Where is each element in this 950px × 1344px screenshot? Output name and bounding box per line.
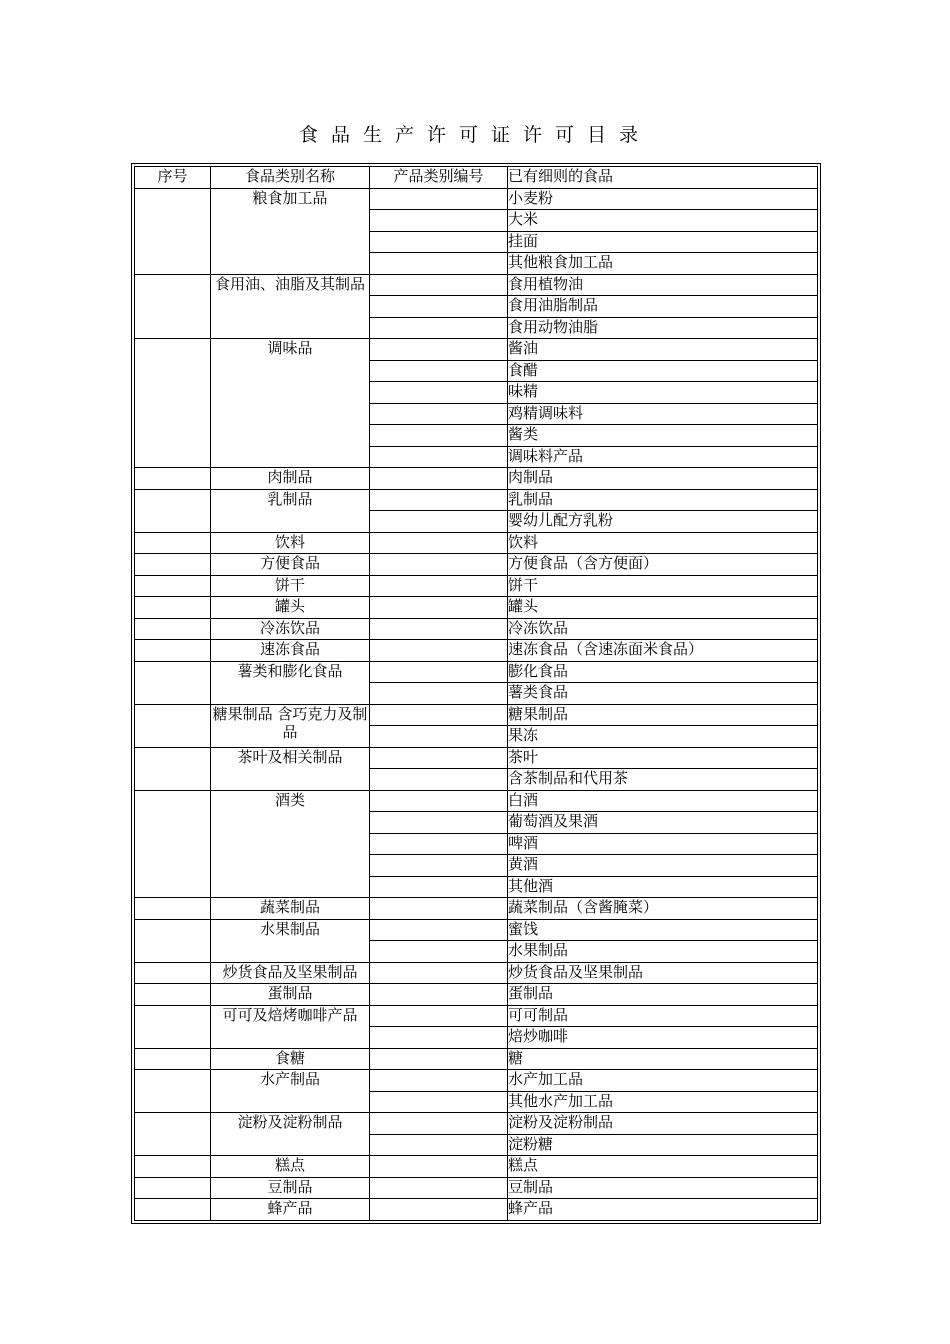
- row-number-cell: [135, 898, 211, 920]
- row-number-cell: [135, 188, 211, 274]
- row-number-cell: [135, 468, 211, 490]
- product-code-cell: [370, 1005, 508, 1027]
- product-code-cell: [370, 726, 508, 748]
- food-item-cell: 淀粉及淀粉制品: [508, 1113, 818, 1135]
- row-number-cell: [135, 704, 211, 747]
- product-code-cell: [370, 683, 508, 705]
- category-name-cell: 饼干: [211, 575, 370, 597]
- food-item-cell: 方便食品（含方便面）: [508, 554, 818, 576]
- table-row: [135, 640, 818, 662]
- food-item-cell: 饼干: [508, 575, 818, 597]
- product-code-cell: [370, 1177, 508, 1199]
- category-name-cell: 乳制品: [211, 489, 370, 532]
- product-code-cell: [370, 769, 508, 791]
- row-number-cell: [135, 984, 211, 1006]
- food-item-cell: 其他水产加工品: [508, 1091, 818, 1113]
- category-name-cell: 速冻食品: [211, 640, 370, 662]
- product-code-cell: [370, 382, 508, 404]
- table-row: [135, 984, 818, 1006]
- row-number-cell: [135, 661, 211, 704]
- product-code-cell: [370, 618, 508, 640]
- product-code-cell: [370, 1048, 508, 1070]
- product-code-cell: [370, 790, 508, 812]
- row-number-cell: [135, 575, 211, 597]
- table-row: [135, 597, 818, 619]
- table-row: [135, 575, 818, 597]
- table-row: [135, 790, 818, 812]
- category-name-cell: 调味品: [211, 339, 370, 468]
- table-row: [135, 962, 818, 984]
- food-item-cell: 啤酒: [508, 833, 818, 855]
- category-name-cell: 粮食加工品: [211, 188, 370, 274]
- row-number-cell: [135, 1156, 211, 1178]
- product-code-cell: [370, 1070, 508, 1092]
- product-code-cell: [370, 511, 508, 533]
- category-name-cell: 食用油、油脂及其制品: [211, 274, 370, 339]
- table-row: [135, 1199, 818, 1221]
- product-code-cell: [370, 403, 508, 425]
- category-name-cell: 食糖: [211, 1048, 370, 1070]
- food-item-cell: 其他粮食加工品: [508, 253, 818, 275]
- product-code-cell: [370, 704, 508, 726]
- category-name-cell: 蔬菜制品: [211, 898, 370, 920]
- table-row: [135, 274, 818, 296]
- category-name-cell: 饮料: [211, 532, 370, 554]
- product-code-cell: [370, 855, 508, 877]
- row-number-cell: [135, 747, 211, 790]
- table-row: [135, 1005, 818, 1027]
- food-item-cell: 挂面: [508, 231, 818, 253]
- food-item-cell: 味精: [508, 382, 818, 404]
- table-row: [135, 554, 818, 576]
- product-code-cell: [370, 253, 508, 275]
- category-name-cell: 蛋制品: [211, 984, 370, 1006]
- row-number-cell: [135, 1113, 211, 1156]
- product-code-cell: [370, 747, 508, 769]
- table-row: [135, 1113, 818, 1135]
- product-code-cell: [370, 339, 508, 361]
- category-name-cell: 方便食品: [211, 554, 370, 576]
- product-code-cell: [370, 898, 508, 920]
- food-item-cell: 水产加工品: [508, 1070, 818, 1092]
- food-item-cell: 食用油脂制品: [508, 296, 818, 318]
- table-row: [135, 919, 818, 941]
- product-code-cell: [370, 360, 508, 382]
- table-row: [135, 1156, 818, 1178]
- header-category: 食品类别名称: [211, 167, 370, 189]
- category-name-cell: 水果制品: [211, 919, 370, 962]
- category-name-cell: 淀粉及淀粉制品: [211, 1113, 370, 1156]
- product-code-cell: [370, 962, 508, 984]
- license-catalog-table: [131, 163, 821, 1224]
- product-code-cell: [370, 554, 508, 576]
- food-item-cell: 饮料: [508, 532, 818, 554]
- food-item-cell: 鸡精调味料: [508, 403, 818, 425]
- food-item-cell: 蛋制品: [508, 984, 818, 1006]
- product-code-cell: [370, 597, 508, 619]
- product-code-cell: [370, 1199, 508, 1221]
- product-code-cell: [370, 231, 508, 253]
- table-row: [135, 1070, 818, 1092]
- food-item-cell: 蜜饯: [508, 919, 818, 941]
- food-item-cell: 水果制品: [508, 941, 818, 963]
- food-item-cell: 冷冻饮品: [508, 618, 818, 640]
- category-name-cell: 糕点: [211, 1156, 370, 1178]
- category-name-cell: 炒货食品及坚果制品: [211, 962, 370, 984]
- table-header-row: [135, 167, 818, 189]
- row-number-cell: [135, 339, 211, 468]
- table-row: [135, 188, 818, 210]
- food-item-cell: 食醋: [508, 360, 818, 382]
- food-item-cell: 罐头: [508, 597, 818, 619]
- food-item-cell: 糕点: [508, 1156, 818, 1178]
- category-name-cell: 糖果制品 含巧克力及制品: [211, 704, 370, 747]
- row-number-cell: [135, 640, 211, 662]
- category-name-cell: 冷冻饮品: [211, 618, 370, 640]
- table-row: [135, 661, 818, 683]
- header-code: 产品类别编号: [370, 167, 508, 189]
- product-code-cell: [370, 468, 508, 490]
- product-code-cell: [370, 876, 508, 898]
- food-item-cell: 婴幼儿配方乳粉: [508, 511, 818, 533]
- row-number-cell: [135, 618, 211, 640]
- product-code-cell: [370, 640, 508, 662]
- food-item-cell: 果冻: [508, 726, 818, 748]
- product-code-cell: [370, 941, 508, 963]
- food-item-cell: 糖: [508, 1048, 818, 1070]
- category-name-cell: 罐头: [211, 597, 370, 619]
- food-item-cell: 黄酒: [508, 855, 818, 877]
- table-row: [135, 618, 818, 640]
- category-name-cell: 肉制品: [211, 468, 370, 490]
- category-name-cell: 薯类和膨化食品: [211, 661, 370, 704]
- food-item-cell: 淀粉糖: [508, 1134, 818, 1156]
- food-item-cell: 大米: [508, 210, 818, 232]
- food-item-cell: 酱油: [508, 339, 818, 361]
- product-code-cell: [370, 446, 508, 468]
- page-title: 食品生产许可证许可目录: [298, 124, 651, 146]
- product-code-cell: [370, 1027, 508, 1049]
- category-name-cell: 可可及焙烤咖啡产品: [211, 1005, 370, 1048]
- category-name-cell: 酒类: [211, 790, 370, 898]
- table-row: [135, 339, 818, 361]
- category-name-cell: 茶叶及相关制品: [211, 747, 370, 790]
- food-item-cell: 调味料产品: [508, 446, 818, 468]
- product-code-cell: [370, 274, 508, 296]
- row-number-cell: [135, 532, 211, 554]
- product-code-cell: [370, 1113, 508, 1135]
- food-item-cell: 肉制品: [508, 468, 818, 490]
- food-item-cell: 速冻食品（含速冻面米食品）: [508, 640, 818, 662]
- food-item-cell: 乳制品: [508, 489, 818, 511]
- product-code-cell: [370, 661, 508, 683]
- food-item-cell: 食用植物油: [508, 274, 818, 296]
- product-code-cell: [370, 1091, 508, 1113]
- row-number-cell: [135, 919, 211, 962]
- row-number-cell: [135, 554, 211, 576]
- row-number-cell: [135, 1070, 211, 1113]
- category-name-cell: 蜂产品: [211, 1199, 370, 1221]
- food-item-cell: 糖果制品: [508, 704, 818, 726]
- food-item-cell: 薯类食品: [508, 683, 818, 705]
- product-code-cell: [370, 489, 508, 511]
- table-row: [135, 532, 818, 554]
- table-row: [135, 747, 818, 769]
- row-number-cell: [135, 597, 211, 619]
- header-num: 序号: [135, 167, 211, 189]
- food-item-cell: 蔬菜制品（含酱腌菜）: [508, 898, 818, 920]
- product-code-cell: [370, 984, 508, 1006]
- product-code-cell: [370, 919, 508, 941]
- row-number-cell: [135, 274, 211, 339]
- table-row: [135, 468, 818, 490]
- table-row: [135, 489, 818, 511]
- product-code-cell: [370, 188, 508, 210]
- table-row: [135, 1177, 818, 1199]
- product-code-cell: [370, 210, 508, 232]
- food-item-cell: 食用动物油脂: [508, 317, 818, 339]
- table-row: [135, 1048, 818, 1070]
- food-item-cell: 含茶制品和代用茶: [508, 769, 818, 791]
- product-code-cell: [370, 812, 508, 834]
- product-code-cell: [370, 575, 508, 597]
- header-items: 已有细则的食品: [508, 167, 818, 189]
- food-item-cell: 蜂产品: [508, 1199, 818, 1221]
- food-item-cell: 茶叶: [508, 747, 818, 769]
- table-row: [135, 704, 818, 726]
- product-code-cell: [370, 296, 508, 318]
- food-item-cell: 可可制品: [508, 1005, 818, 1027]
- row-number-cell: [135, 1048, 211, 1070]
- row-number-cell: [135, 790, 211, 898]
- product-code-cell: [370, 1134, 508, 1156]
- row-number-cell: [135, 1199, 211, 1221]
- food-item-cell: 酱类: [508, 425, 818, 447]
- table-row: [135, 898, 818, 920]
- row-number-cell: [135, 1005, 211, 1048]
- food-item-cell: 炒货食品及坚果制品: [508, 962, 818, 984]
- row-number-cell: [135, 1177, 211, 1199]
- product-code-cell: [370, 532, 508, 554]
- row-number-cell: [135, 962, 211, 984]
- food-item-cell: 小麦粉: [508, 188, 818, 210]
- product-code-cell: [370, 317, 508, 339]
- food-item-cell: 葡萄酒及果酒: [508, 812, 818, 834]
- product-code-cell: [370, 425, 508, 447]
- product-code-cell: [370, 1156, 508, 1178]
- food-item-cell: 白酒: [508, 790, 818, 812]
- food-item-cell: 豆制品: [508, 1177, 818, 1199]
- food-item-cell: 焙炒咖啡: [508, 1027, 818, 1049]
- food-item-cell: 其他酒: [508, 876, 818, 898]
- food-item-cell: 膨化食品: [508, 661, 818, 683]
- category-name-cell: 水产制品: [211, 1070, 370, 1113]
- product-code-cell: [370, 833, 508, 855]
- row-number-cell: [135, 489, 211, 532]
- category-name-cell: 豆制品: [211, 1177, 370, 1199]
